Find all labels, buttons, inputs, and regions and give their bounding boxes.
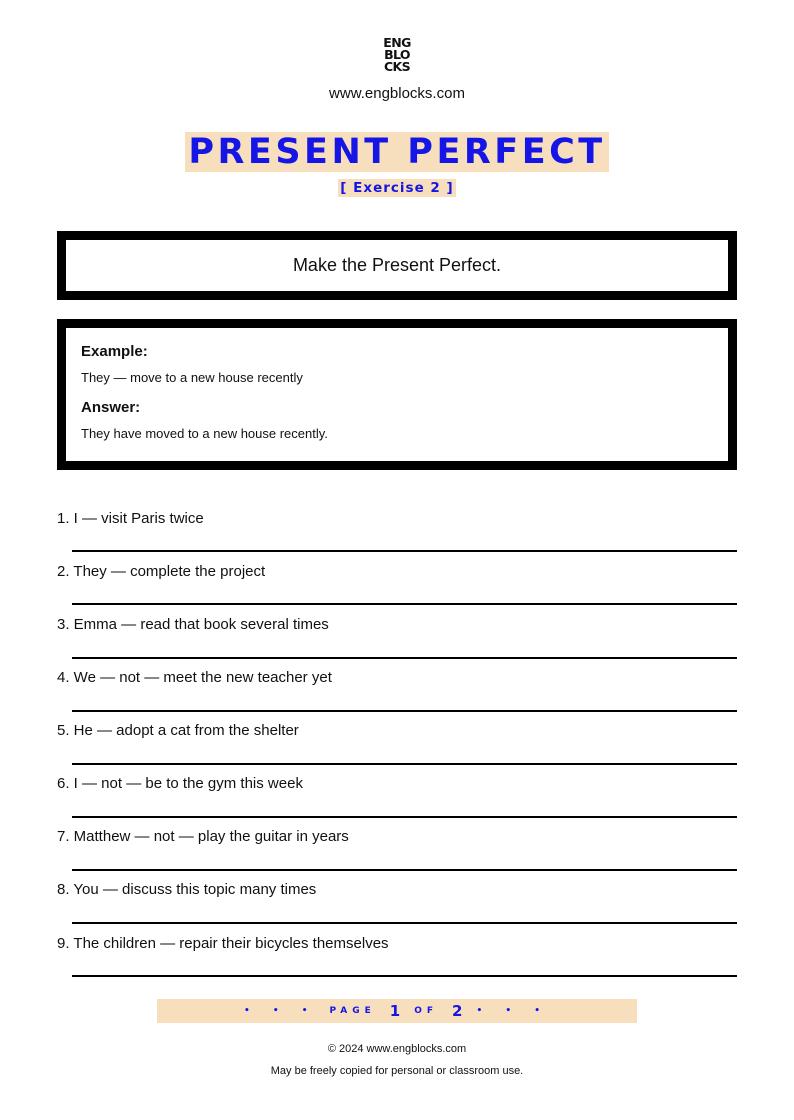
answer-heading: Answer: bbox=[81, 399, 141, 416]
instruction-text: Make the Present Perfect. bbox=[292, 255, 502, 275]
answer-line[interactable] bbox=[72, 657, 737, 659]
answer-line[interactable] bbox=[72, 816, 737, 818]
example-text: They — move to a new house recently bbox=[81, 370, 303, 385]
question-item: 5. He — adopt a cat from the shelter bbox=[57, 722, 299, 739]
pager-dots-left: • • • bbox=[243, 1006, 318, 1016]
answer-text: They have moved to a new house recently. bbox=[81, 426, 328, 441]
footer-copyright: © 2024 www.engblocks.com bbox=[327, 1043, 467, 1055]
answer-line[interactable] bbox=[72, 710, 737, 712]
example-heading: Example: bbox=[81, 343, 148, 360]
question-item: 6. I — not — be to the gym this week bbox=[57, 775, 303, 792]
page-title: PRESENT PERFECT bbox=[185, 132, 608, 172]
question-item: 1. I — visit Paris twice bbox=[57, 510, 204, 527]
pager-of-word: OF bbox=[414, 1006, 439, 1016]
pager-current: 1 bbox=[389, 1002, 401, 1020]
pager-total: 2 bbox=[452, 1002, 463, 1020]
logo-line-2: BLO bbox=[384, 47, 410, 62]
question-item: 4. We — not — meet the new teacher yet bbox=[57, 669, 332, 686]
question-item: 7. Matthew — not — play the guitar in years bbox=[57, 828, 349, 845]
answer-line[interactable] bbox=[72, 869, 737, 871]
pager-page-word: PAGE bbox=[329, 1006, 376, 1016]
pager-dots-right: • • • bbox=[476, 1006, 551, 1016]
answer-line[interactable] bbox=[72, 550, 737, 552]
footer-license: May be freely copied for personal or classroom use. bbox=[270, 1065, 524, 1077]
answer-line[interactable] bbox=[72, 763, 737, 765]
logo-line-3: CKS bbox=[383, 59, 411, 74]
site-url: www.engblocks.com bbox=[329, 85, 465, 102]
logo bbox=[0, 37, 794, 73]
answer-line[interactable] bbox=[72, 922, 737, 924]
question-item: 3. Emma — read that book several times bbox=[57, 616, 329, 633]
question-item: 8. You — discuss this topic many times bbox=[57, 881, 317, 898]
question-item: 2. They — complete the project bbox=[57, 563, 266, 580]
example-box bbox=[57, 319, 737, 470]
logo-line-1: ENG bbox=[383, 35, 411, 50]
page-indicator bbox=[157, 999, 637, 1023]
answer-line[interactable] bbox=[72, 975, 737, 977]
answer-line[interactable] bbox=[72, 603, 737, 605]
instruction-box bbox=[57, 231, 737, 300]
exercise-label: [ Exercise 2 ] bbox=[340, 180, 454, 196]
question-item: 9. The children — repair their bicycles themselves bbox=[57, 935, 389, 952]
